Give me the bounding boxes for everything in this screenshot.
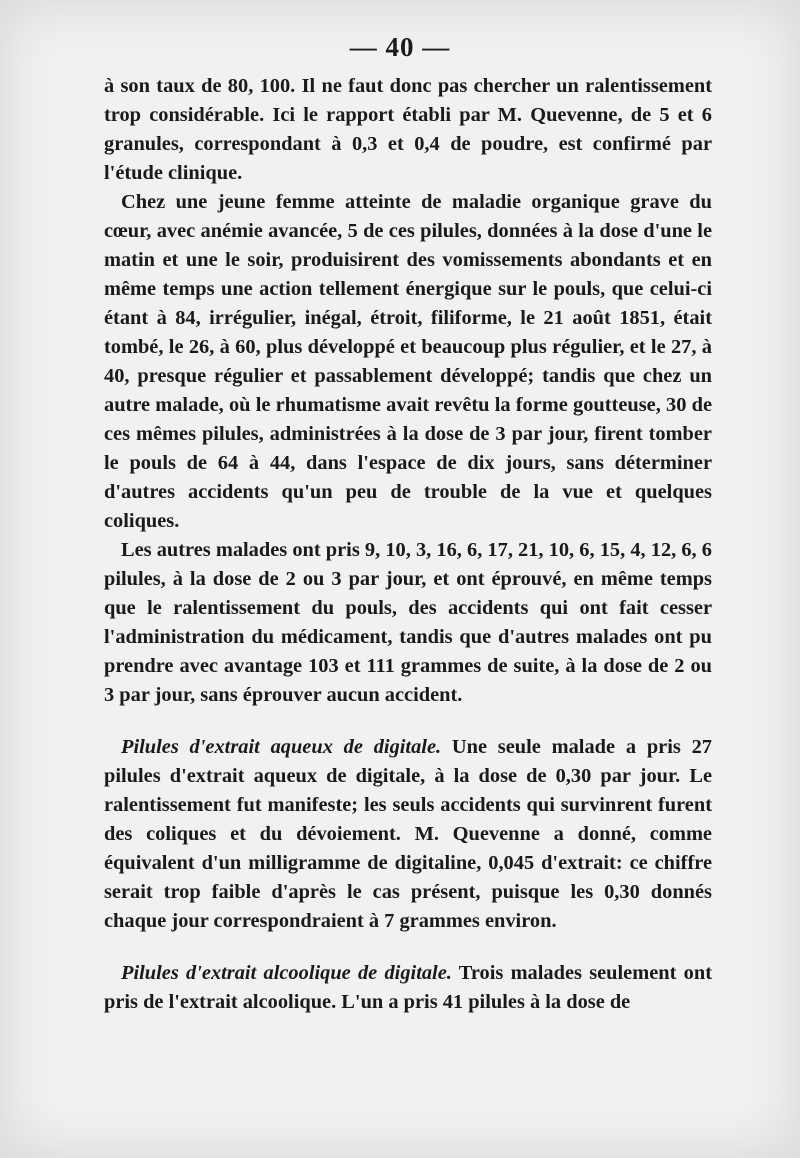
body-text [104, 72, 712, 1017]
section-heading-alcoholic-extract: Pilules d'extrait alcoolique de digitale. [121, 962, 452, 984]
paragraph-alcoholic-extract-text: Trois malades seulement ont pris de l'extrait alcoolique. L'un a pris 41 pilules à la dose de [104, 962, 712, 1013]
page-number: — 40 — [349, 32, 451, 62]
section-heading-aqueous-extract: Pilules d'extrait aqueux de digitale. [121, 736, 442, 758]
paragraph-alcoholic-extract [104, 959, 712, 1017]
paragraph-aqueous-extract [104, 733, 712, 936]
paragraph-2: Chez une jeune femme atteinte de maladie organique grave du cœur, avec anémie avancée, 5 de ces pilules, données à la dose d'une le matin et une le soir, produisirent des vomissements abondants et en même temps une action tellement énergique sur le pouls, que celui-ci étant à 84, irrégulier, inégal, étroit, filiforme, le 21 août 1851, était tombé, le 26, à 60, plus développé et beaucoup plus régulier, et le 27, à 40, presque régulier et passablement développé; tandis que chez un autre malade, où le rhumatisme avait revêtu la forme goutteuse, 30 de ces mêmes pilules, administrées à la dose de 3 par jour, firent tomber le pouls de 64 à 44, dans l'espace de dix jours, sans déterminer d'autres accidents qu'un peu de trouble de la vue et quelques coliques. [104, 191, 712, 532]
paragraph-3: Les autres malades ont pris 9, 10, 3, 16, 6, 17, 21, 10, 6, 15, 4, 12, 6, 6 pilules, à la dose de 2 ou 3 par jour, et ont éprouvé, en même temps que le ralentissement du pouls, des accidents qui ont fait cesser l'administration du médicament, tandis que d'autres malades ont pu prendre avec avantage 103 et 111 grammes de suite, à la dose de 2 ou 3 par jour, sans éprouver aucun accident. [104, 539, 712, 706]
paragraph-aqueous-extract-text: Une seule malade a pris 27 pilules d'extrait aqueux de digitale, à la dose de 0,30 par jour. Le ralentissement fut manifeste; les seuls accidents qui survinrent furent des coliques et du dévoiement. M. Quevenne a donné, comme équivalent d'un milligramme de digitaline, 0,045 d'extrait: ce chiffre serait trop faible d'après le cas présent, puisque les 0,30 donnés chaque jour correspondraient à 7 grammes environ. [104, 736, 712, 932]
paragraph-1: à son taux de 80, 100. Il ne faut donc pas chercher un ralentissement trop considérable. Ici le rapport établi par M. Quevenne, de 5 et 6 granules, correspondant à 0,3 et 0,4 de poudre, est confirmé par l'étude clinique. [104, 75, 712, 184]
